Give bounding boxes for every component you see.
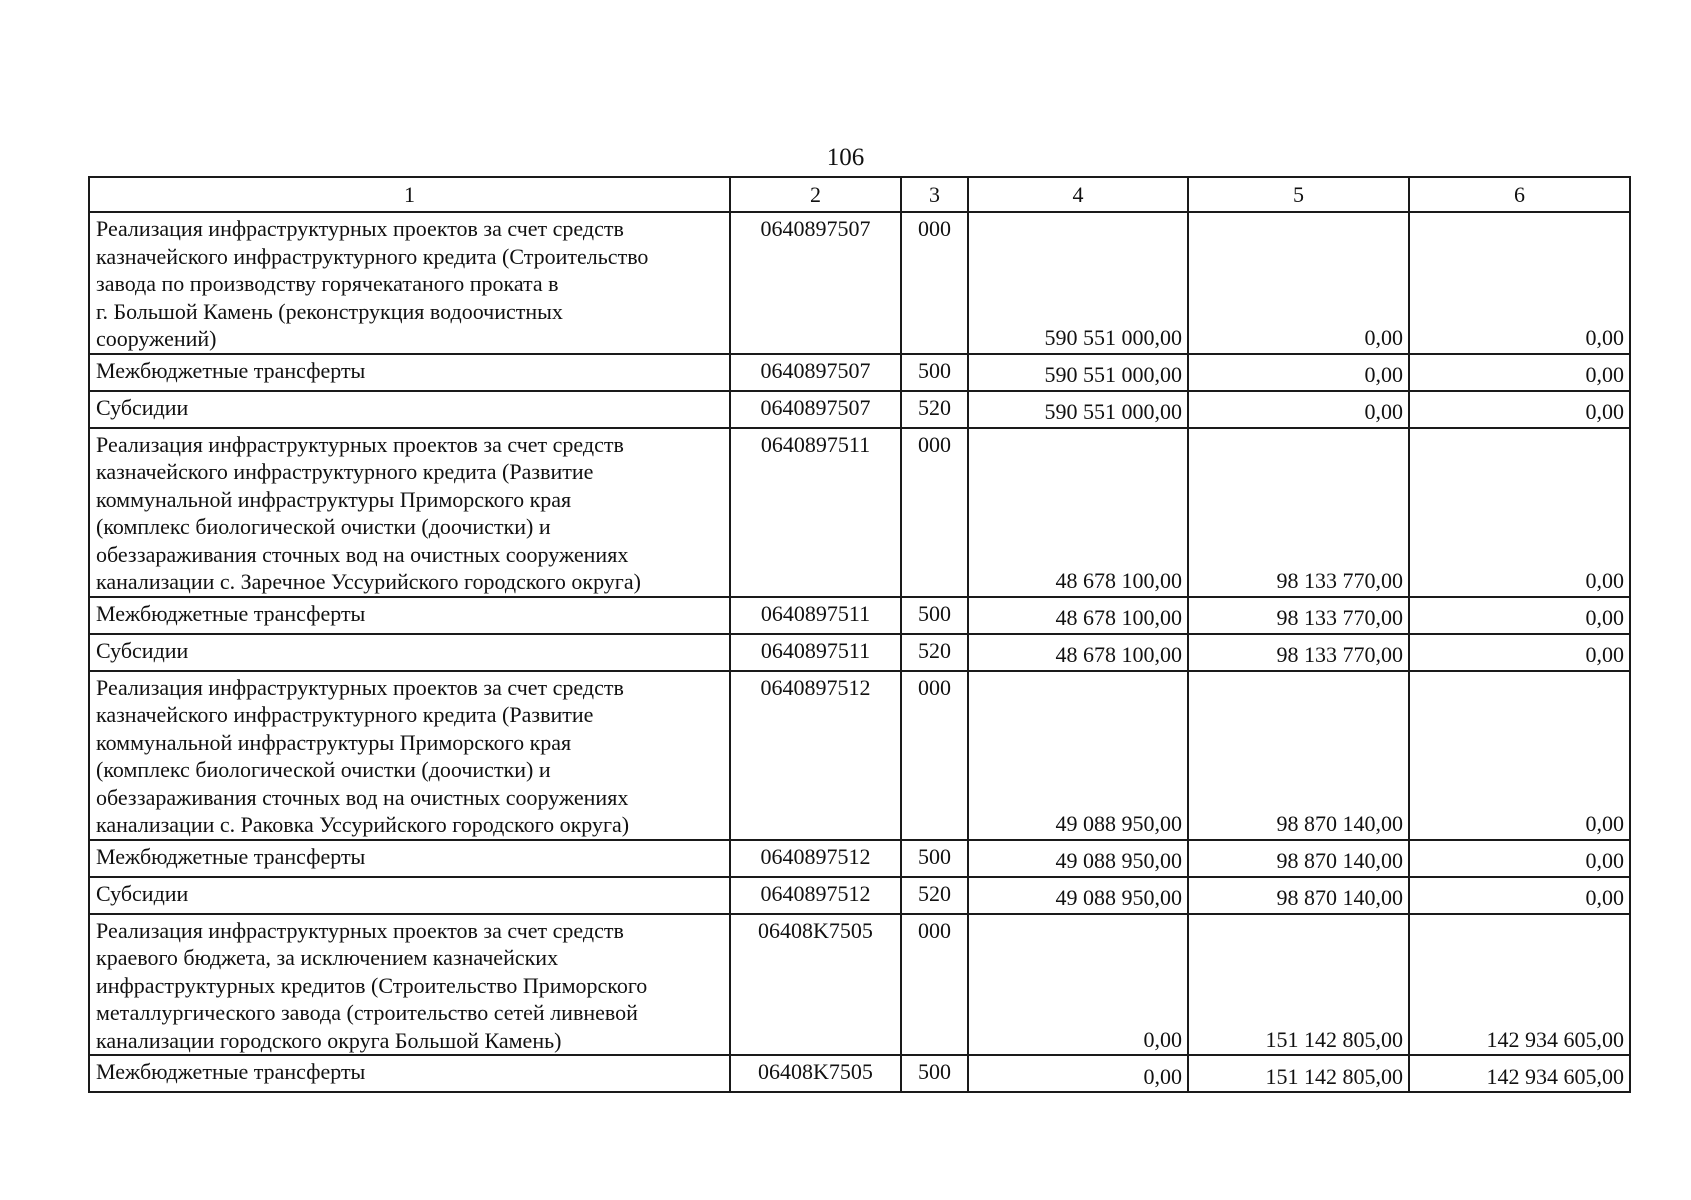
expense-type-code: 500 <box>901 840 968 877</box>
amount-col-6: 0,00 <box>1409 597 1630 634</box>
amount-col-4: 49 088 950,00 <box>968 671 1188 840</box>
amount-col-5: 151 142 805,00 <box>1188 914 1409 1056</box>
row-name-line: сооружений) <box>96 326 217 351</box>
row-name: Субсидии <box>89 391 730 428</box>
table-row <box>89 597 1630 634</box>
row-name-line: Реализация инфраструктурных проектов за счет средств <box>96 431 624 457</box>
amount-col-5: 151 142 805,00 <box>1188 1055 1409 1092</box>
row-name-line: канализации с. Раковка Уссурийского городского округа) <box>96 812 630 837</box>
row-name-line: металлургического завода (строительство сетей ливневой <box>96 1000 638 1025</box>
row-name: Межбюджетные трансферты <box>89 354 730 391</box>
amount-col-4: 590 551 000,00 <box>968 212 1188 354</box>
expense-type-code: 000 <box>901 428 968 597</box>
amount-col-4: 49 088 950,00 <box>968 840 1188 877</box>
amount-col-5: 0,00 <box>1188 212 1409 354</box>
row-name-line: краевого бюджета, за исключением казначейских <box>96 945 559 970</box>
amount-col-5: 98 133 770,00 <box>1188 597 1409 634</box>
expense-type-code: 000 <box>901 212 968 354</box>
row-name-line: коммунальной инфраструктуры Приморского края <box>96 729 572 755</box>
amount-col-6: 142 934 605,00 <box>1409 914 1630 1056</box>
target-article-code: 06408K7505 <box>730 914 901 1056</box>
table-header-row <box>89 177 1630 212</box>
column-header: 2 <box>730 177 901 212</box>
table-row <box>89 671 1630 840</box>
target-article-code: 0640897512 <box>730 877 901 914</box>
target-article-code: 0640897511 <box>730 597 901 634</box>
row-name-line: коммунальной инфраструктуры Приморского края <box>96 486 572 512</box>
row-name: Субсидии <box>89 877 730 914</box>
budget-table <box>88 176 1631 1093</box>
row-name-line: казначейского инфраструктурного кредита (Строительство <box>96 243 649 269</box>
expense-type-code: 000 <box>901 671 968 840</box>
column-header: 5 <box>1188 177 1409 212</box>
target-article-code: 0640897511 <box>730 428 901 597</box>
amount-col-4: 49 088 950,00 <box>968 877 1188 914</box>
amount-col-6: 0,00 <box>1409 877 1630 914</box>
amount-col-6: 0,00 <box>1409 671 1630 840</box>
column-header: 4 <box>968 177 1188 212</box>
amount-col-6: 0,00 <box>1409 354 1630 391</box>
table-row <box>89 212 1630 354</box>
amount-col-4: 590 551 000,00 <box>968 391 1188 428</box>
target-article-code: 0640897507 <box>730 212 901 354</box>
row-name: Межбюджетные трансферты <box>89 1055 730 1092</box>
target-article-code: 0640897507 <box>730 354 901 391</box>
table-row <box>89 634 1630 671</box>
row-name-line: канализации городского округа Большой Камень) <box>96 1027 562 1053</box>
row-name-line: казначейского инфраструктурного кредита (Развитие <box>96 702 594 727</box>
amount-col-4: 48 678 100,00 <box>968 428 1188 597</box>
row-name-line: (комплекс биологической очистки (доочистки) и <box>96 757 551 782</box>
amount-col-6: 0,00 <box>1409 391 1630 428</box>
row-name-line: канализации с. Заречное Уссурийского городского округа) <box>96 569 641 594</box>
row-name-line: инфраструктурных кредитов (Строительство Приморского <box>96 972 648 998</box>
row-name-line: Реализация инфраструктурных проектов за счет средств <box>96 674 624 700</box>
row-name <box>89 671 730 840</box>
amount-col-4: 590 551 000,00 <box>968 354 1188 391</box>
amount-col-4: 0,00 <box>968 1055 1188 1092</box>
amount-col-5: 98 870 140,00 <box>1188 877 1409 914</box>
expense-type-code: 500 <box>901 597 968 634</box>
row-name-line: обеззараживания сточных вод на очистных сооружениях <box>96 784 629 810</box>
amount-col-5: 98 870 140,00 <box>1188 840 1409 877</box>
row-name: Межбюджетные трансферты <box>89 840 730 877</box>
row-name-line: завода по производству горячекатаного проката в <box>96 271 559 296</box>
amount-col-6: 0,00 <box>1409 634 1630 671</box>
table-row <box>89 840 1630 877</box>
amount-col-5: 98 870 140,00 <box>1188 671 1409 840</box>
target-article-code: 0640897512 <box>730 671 901 840</box>
target-article-code: 06408K7505 <box>730 1055 901 1092</box>
amount-col-6: 0,00 <box>1409 428 1630 597</box>
column-header: 6 <box>1409 177 1630 212</box>
row-name-line: Реализация инфраструктурных проектов за счет средств <box>96 216 624 241</box>
row-name-line: казначейского инфраструктурного кредита (Развитие <box>96 459 594 484</box>
column-header: 1 <box>89 177 730 212</box>
amount-col-4: 48 678 100,00 <box>968 597 1188 634</box>
row-name: Субсидии <box>89 634 730 671</box>
amount-col-5: 0,00 <box>1188 391 1409 428</box>
expense-type-code: 520 <box>901 634 968 671</box>
table-row <box>89 391 1630 428</box>
target-article-code: 0640897511 <box>730 634 901 671</box>
table-row <box>89 877 1630 914</box>
row-name <box>89 428 730 597</box>
row-name-line: обеззараживания сточных вод на очистных сооружениях <box>96 541 629 567</box>
amount-col-6: 0,00 <box>1409 840 1630 877</box>
amount-col-5: 98 133 770,00 <box>1188 428 1409 597</box>
row-name: Межбюджетные трансферты <box>89 597 730 634</box>
column-header: 3 <box>901 177 968 212</box>
row-name-line: г. Большой Камень (реконструкция водоочистных <box>96 298 563 324</box>
row-name-line: Реализация инфраструктурных проектов за счет средств <box>96 917 624 943</box>
amount-col-6: 0,00 <box>1409 212 1630 354</box>
amount-col-5: 0,00 <box>1188 354 1409 391</box>
expense-type-code: 500 <box>901 1055 968 1092</box>
row-name <box>89 914 730 1056</box>
amount-col-5: 98 133 770,00 <box>1188 634 1409 671</box>
table-row <box>89 914 1630 1056</box>
target-article-code: 0640897512 <box>730 840 901 877</box>
amount-col-6: 142 934 605,00 <box>1409 1055 1630 1092</box>
page-number: 106 <box>826 144 865 171</box>
row-name <box>89 212 730 354</box>
amount-col-4: 0,00 <box>968 914 1188 1056</box>
expense-type-code: 520 <box>901 391 968 428</box>
table-row <box>89 354 1630 391</box>
expense-type-code: 520 <box>901 877 968 914</box>
expense-type-code: 000 <box>901 914 968 1056</box>
expense-type-code: 500 <box>901 354 968 391</box>
target-article-code: 0640897507 <box>730 391 901 428</box>
amount-col-4: 48 678 100,00 <box>968 634 1188 671</box>
table-row <box>89 1055 1630 1092</box>
row-name-line: (комплекс биологической очистки (доочистки) и <box>96 514 551 539</box>
table-row <box>89 428 1630 597</box>
